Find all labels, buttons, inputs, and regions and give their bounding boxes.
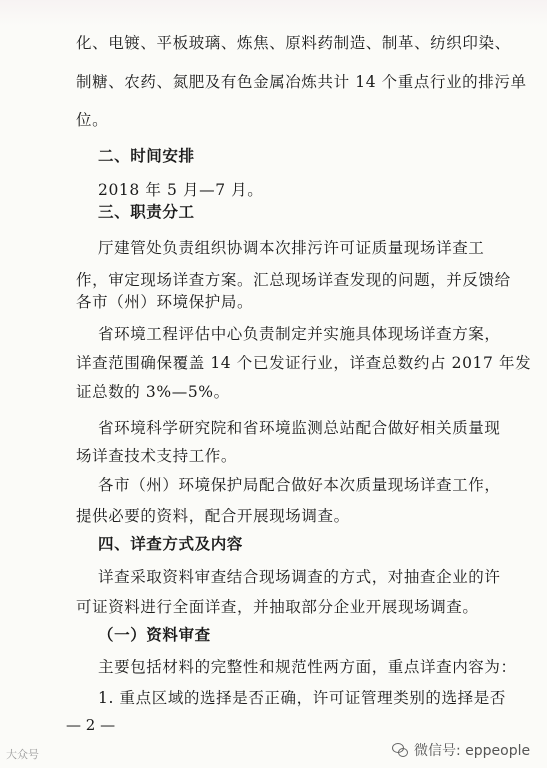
body-line: 2018 年 5 月—7 月。 xyxy=(98,181,264,199)
wechat-id-text: 微信号: eppeople xyxy=(414,743,531,759)
body-line: 省环境工程评估中心负责制定并实施具体现场详查方案， xyxy=(98,325,501,343)
body-line: 制糖、农药、氮肥及有色金属冶炼共计 14 个重点行业的排污单 xyxy=(76,73,527,91)
page-number: — 2 — xyxy=(66,716,116,734)
body-line: 主要包括材料的完整性和规范性两方面，重点详查内容为： xyxy=(98,658,517,676)
body-line: 1. 重点区域的选择是否正确，许可证管理类别的选择是否 xyxy=(98,689,506,707)
body-line: 化、电镀、平板玻璃、炼焦、原料药制造、制革、纺织印染、 xyxy=(76,34,511,52)
section-heading: 二、时间安排 xyxy=(98,147,195,165)
body-line: 详查范围确保覆盖 14 个已发证行业，详查总数约占 2017 年发 xyxy=(76,354,532,372)
body-line: 作，审定现场详查方案。汇总现场详查发现的问题，并反馈给 xyxy=(76,271,511,289)
wechat-watermark xyxy=(392,740,530,760)
body-line: 证总数的 3%—5%。 xyxy=(76,383,230,401)
body-line: 省环境科学研究院和省环境监测总站配合做好相关质量现 xyxy=(98,419,501,437)
body-line: 提供必要的资料，配合开展现场调查。 xyxy=(76,507,350,525)
subsection-heading: （一）资料审查 xyxy=(98,626,211,644)
watermark-left: 大众号 xyxy=(6,748,39,761)
body-line: 位。 xyxy=(76,111,109,129)
wechat-icon xyxy=(392,743,408,757)
body-line: 场详查技术支持工作。 xyxy=(76,447,238,465)
section-heading: 三、职责分工 xyxy=(98,203,195,221)
body-line: 可证资料进行全面详查，并抽取部分企业开展现场调查。 xyxy=(76,598,479,616)
body-line: 详查采取资料审查结合现场调查的方式，对抽查企业的许 xyxy=(98,568,501,586)
section-heading: 四、详查方式及内容 xyxy=(98,535,243,553)
body-line: 各市（州）环境保护局配合做好本次质量现场详查工作， xyxy=(98,476,501,494)
body-line: 各市（州）环境保护局。 xyxy=(76,293,254,311)
body-line: 厅建管处负责组织协调本次排污许可证质量现场详查工 xyxy=(98,239,485,257)
